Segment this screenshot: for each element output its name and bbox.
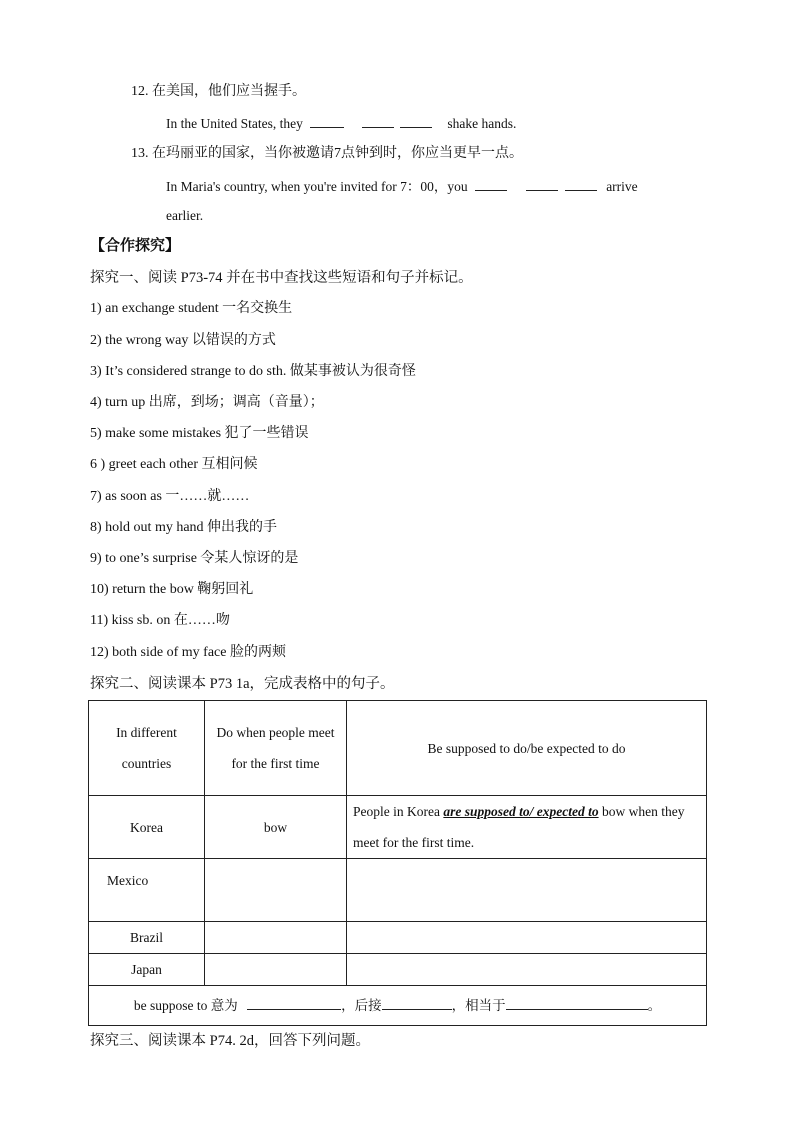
phrase-item: 10) return the bow 鞠躬回礼: [90, 582, 254, 597]
answer-blank[interactable]: [382, 995, 452, 1010]
item-number: 13.: [131, 146, 149, 161]
action-cell[interactable]: [205, 954, 347, 986]
column-header: In different countries: [89, 701, 205, 796]
answer-blank[interactable]: [565, 176, 597, 191]
action-cell[interactable]: [205, 922, 347, 954]
translation-item-13-prompt: [131, 144, 523, 164]
answer-blank[interactable]: [526, 176, 558, 191]
footer-text-3: ，相当于: [451, 998, 506, 1013]
customs-table: [88, 700, 707, 1026]
table-row: [89, 922, 707, 954]
english-sentence-end: shake hands.: [447, 116, 517, 131]
phrase-item: 2) the wrong way 以错误的方式: [90, 333, 276, 348]
translation-item-12-prompt: [131, 82, 306, 102]
footer-text-1: be suppose to 意为: [133, 998, 238, 1013]
table-row: [89, 859, 707, 922]
translation-item-12-english: [166, 113, 516, 134]
action-cell[interactable]: [205, 859, 347, 922]
item-number: 12.: [131, 84, 149, 99]
sentence-cell: [347, 796, 707, 859]
explore3-heading: 探究三、阅读课本 P74. 2d，回答下列问题。: [90, 1033, 370, 1049]
country-cell: Japan: [89, 954, 205, 986]
phrase-item: 11) kiss sb. on 在……吻: [90, 613, 230, 628]
english-sentence-start: In Maria's country, when you're invited for 7：00，you: [166, 179, 468, 194]
phrase-item: 4) turn up 出席，到场；调高（音量）；: [90, 395, 324, 410]
explore2-heading: 探究二、阅读课本 P73 1a，完成表格中的句子。: [90, 676, 395, 692]
table-footer-row: [89, 986, 707, 1026]
country-cell: Korea: [89, 796, 205, 859]
footer-text-4: 。: [647, 998, 662, 1013]
english-sentence-end: arrive: [606, 179, 638, 194]
sentence-cell[interactable]: [347, 859, 707, 922]
sentence-cell[interactable]: [347, 922, 707, 954]
table-header-row: [89, 701, 707, 796]
country-cell: Brazil: [89, 922, 205, 954]
sentence-end: bow when they meet for the first time.: [353, 804, 685, 850]
sentence-start: People in Korea: [353, 804, 440, 819]
phrase-item: 7) as soon as 一……就……: [90, 489, 250, 504]
answer-blank[interactable]: [475, 176, 507, 191]
column-header: Do when people meet for the first time: [205, 701, 347, 796]
action-cell: bow: [205, 796, 347, 859]
footer-text-2: ，后接: [341, 998, 382, 1013]
chinese-prompt: 在玛丽亚的国家，当你被邀请7点钟到时，你应当更早一点。: [152, 146, 523, 161]
answer-blank[interactable]: [506, 995, 648, 1010]
explore1-heading: 探究一、阅读 P73-74 并在书中查找这些短语和句子并标记。: [90, 270, 473, 286]
english-sentence-start: In the United States, they: [166, 116, 303, 131]
table-row: [89, 796, 707, 859]
phrase-item: 1) an exchange student 一名交换生: [90, 301, 293, 316]
table-row: [89, 954, 707, 986]
phrase-item: 8) hold out my hand 伸出我的手: [90, 520, 278, 535]
translation-item-13-english: [166, 176, 638, 197]
phrase-item: 6 ) greet each other 互相问候: [90, 457, 258, 472]
chinese-prompt: 在美国，他们应当握手。: [152, 84, 306, 99]
translation-item-13-continuation: earlier.: [166, 208, 204, 223]
phrase-item: 3) It’s considered strange to do sth. 做某事被认为很奇怪: [90, 364, 416, 379]
phrase-item: 5) make some mistakes 犯了一些错误: [90, 426, 309, 441]
column-header: Be supposed to do/be expected to do: [347, 701, 707, 796]
answer-blank[interactable]: [362, 113, 394, 128]
phrase-item: 12) both side of my face 脸的两颊: [90, 645, 286, 660]
footer-cell: [89, 986, 707, 1026]
country-cell: Mexico: [89, 859, 205, 922]
sentence-answer: are supposed to/ expected to: [443, 804, 599, 819]
answer-blank[interactable]: [247, 995, 341, 1010]
answer-blank[interactable]: [400, 113, 432, 128]
cooperation-heading: 【合作探究】: [90, 238, 181, 254]
answer-blank[interactable]: [310, 113, 344, 128]
sentence-cell[interactable]: [347, 954, 707, 986]
phrase-item: 9) to one’s surprise 令某人惊讶的是: [90, 551, 299, 566]
